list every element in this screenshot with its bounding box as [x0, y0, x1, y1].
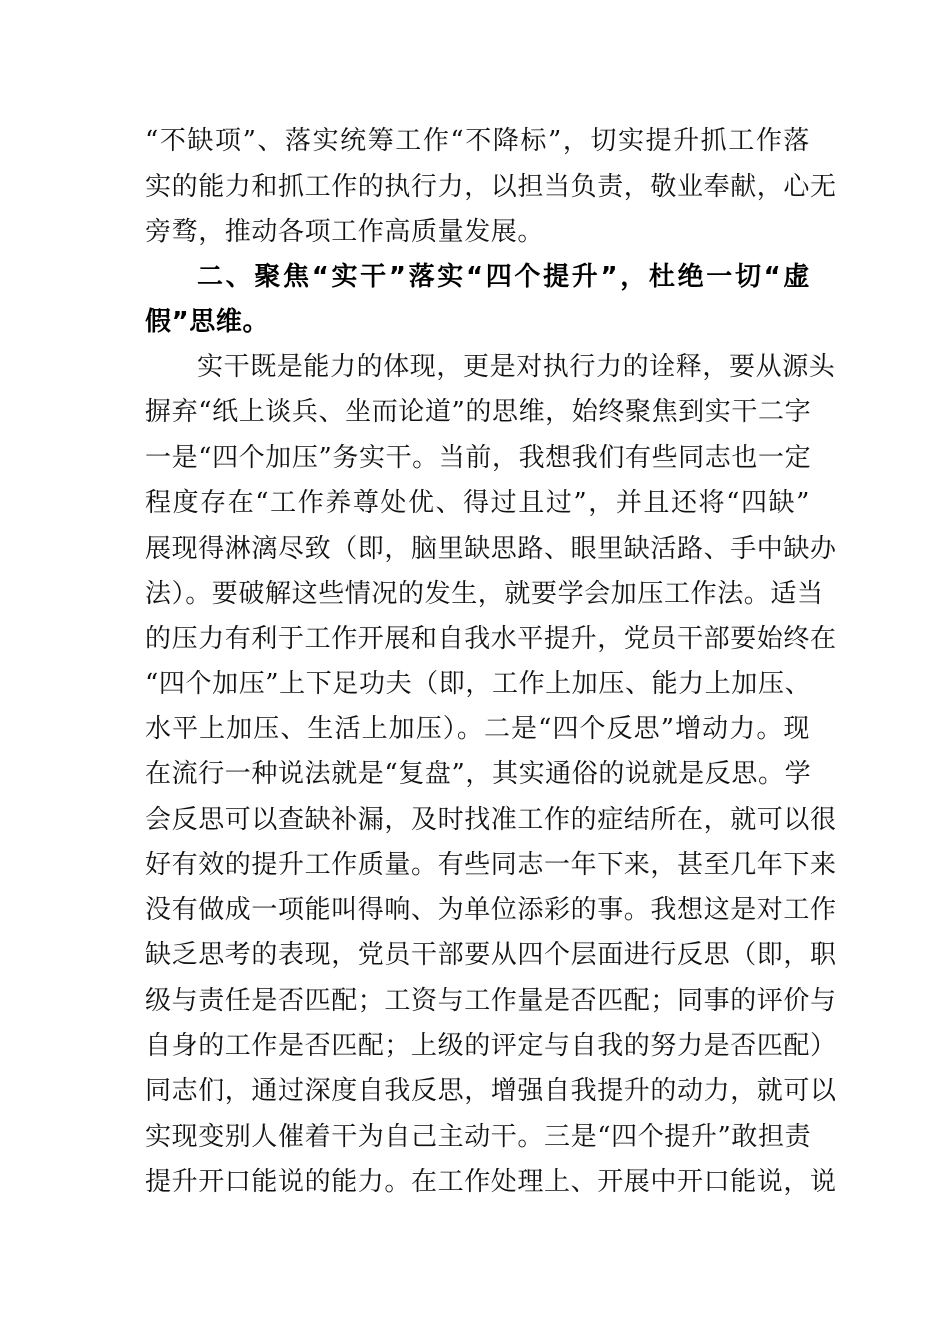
paragraph-line: 实的能力和抓工作的执行力，以担当负责，敬业奉献，心无 — [145, 172, 837, 202]
paragraph-line: 级与责任是否匹配；工资与工作量是否匹配；同事的评价与 — [145, 986, 837, 1016]
paragraph-line: “四个加压”上下足功夫（即，工作上加压、能力上加压、 — [145, 669, 812, 699]
paragraph-line: 实现变别人催着干为自己主动干。三是“四个提升”敢担责 — [145, 1122, 812, 1152]
paragraph-line: 一是“四个加压”务实干。当前，我想我们有些同志也一定 — [145, 443, 812, 473]
section-heading: 假”思维。 — [145, 307, 270, 337]
paragraph-line: 会反思可以查缺补漏，及时找准工作的症结所在，就可以很 — [145, 805, 837, 835]
paragraph-line: 实干既是能力的体现，更是对执行力的诠释，要从源头 — [197, 352, 836, 382]
paragraph-line: 旁骛，推动各项工作高质量发展。 — [145, 217, 545, 247]
paragraph-line: 展现得淋漓尽致（即，脑里缺思路、眼里缺活路、手中缺办 — [145, 534, 837, 564]
paragraph-line: 缺乏思考的表现，党员干部要从四个层面进行反思（即，职 — [145, 940, 837, 970]
paragraph-line: 好有效的提升工作质量。有些同志一年下来，甚至几年下来 — [145, 850, 837, 880]
paragraph-line: 摒弃“纸上谈兵、坐而论道”的思维，始终聚焦到实干二字 — [145, 397, 812, 427]
section-heading: 二、聚焦“实干”落实“四个提升”，杜绝一切“虚 — [197, 262, 810, 292]
paragraph-line: “不缺项”、落实统筹工作“不降标”，切实提升抓工作落 — [145, 126, 810, 156]
paragraph-line: 在流行一种说法就是“复盘”，其实通俗的说就是反思。学 — [145, 759, 812, 789]
paragraph-line: 程度存在“工作养尊处优、得过且过”，并且还将“四缺” — [145, 488, 810, 518]
paragraph-line: 的压力有利于工作开展和自我水平提升，党员干部要始终在 — [145, 624, 837, 654]
paragraph-line: 没有做成一项能叫得响、为单位添彩的事。我想这是对工作 — [145, 895, 837, 925]
paragraph-line: 水平上加压、生活上加压）。二是“四个反思”增动力。现 — [145, 714, 810, 744]
paragraph-line: 法）。要破解这些情况的发生，就要学会加压工作法。适当 — [145, 579, 824, 609]
paragraph-line: 自身的工作是否匹配；上级的评定与自我的努力是否匹配） — [145, 1031, 837, 1061]
paragraph-line: 同志们，通过深度自我反思，增强自我提升的动力，就可以 — [145, 1076, 837, 1106]
paragraph-line: 提升开口能说的能力。在工作处理上、开展中开口能说，说 — [145, 1167, 837, 1197]
